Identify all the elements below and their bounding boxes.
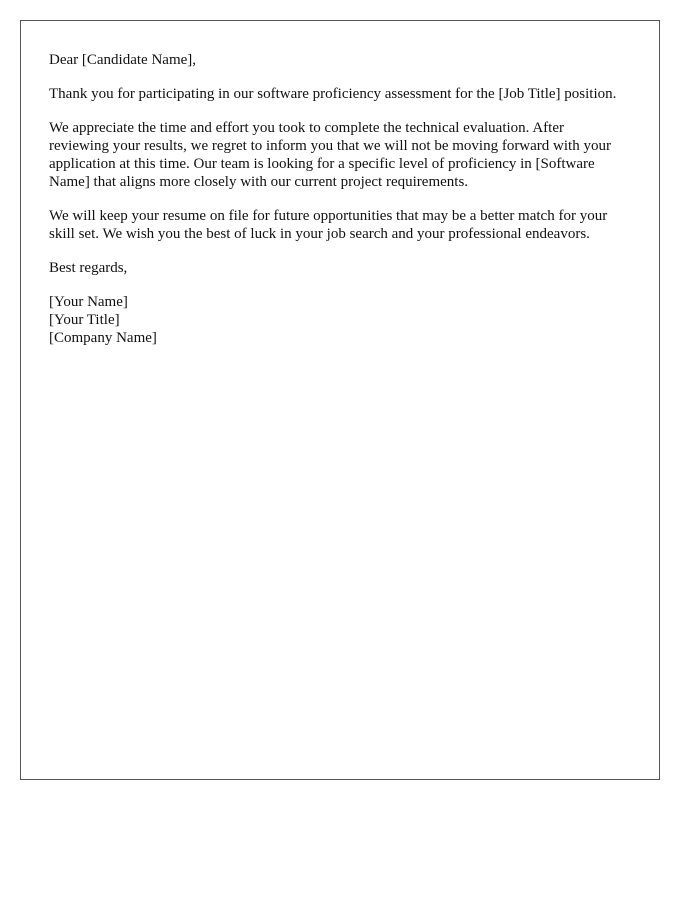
salutation: Dear [Candidate Name],	[49, 52, 197, 68]
letter-page	[20, 20, 660, 780]
letter-body	[49, 51, 617, 347]
paragraph-decision: We appreciate the time and effort you took to complete the technical evaluation. After reviewing your results, we regret to inform you that we will not be moving forward with your application at this time. Our team is looking for a specific level of proficiency in [Software Name] that aligns more closely with our current project requirements.	[49, 120, 611, 190]
signature-name: [Your Name]	[49, 294, 128, 310]
closing: Best regards,	[49, 260, 128, 276]
signature-title: [Your Title]	[49, 312, 120, 328]
paragraph-future: We will keep your resume on file for future opportunities that may be a better match for your skill set. We wish you the best of luck in your job search and your professional endeavors.	[49, 208, 608, 242]
paragraph-intro: Thank you for participating in our software proficiency assessment for the [Job Title] position.	[49, 86, 617, 102]
signature-block	[49, 293, 617, 347]
signature-company: [Company Name]	[49, 330, 157, 346]
